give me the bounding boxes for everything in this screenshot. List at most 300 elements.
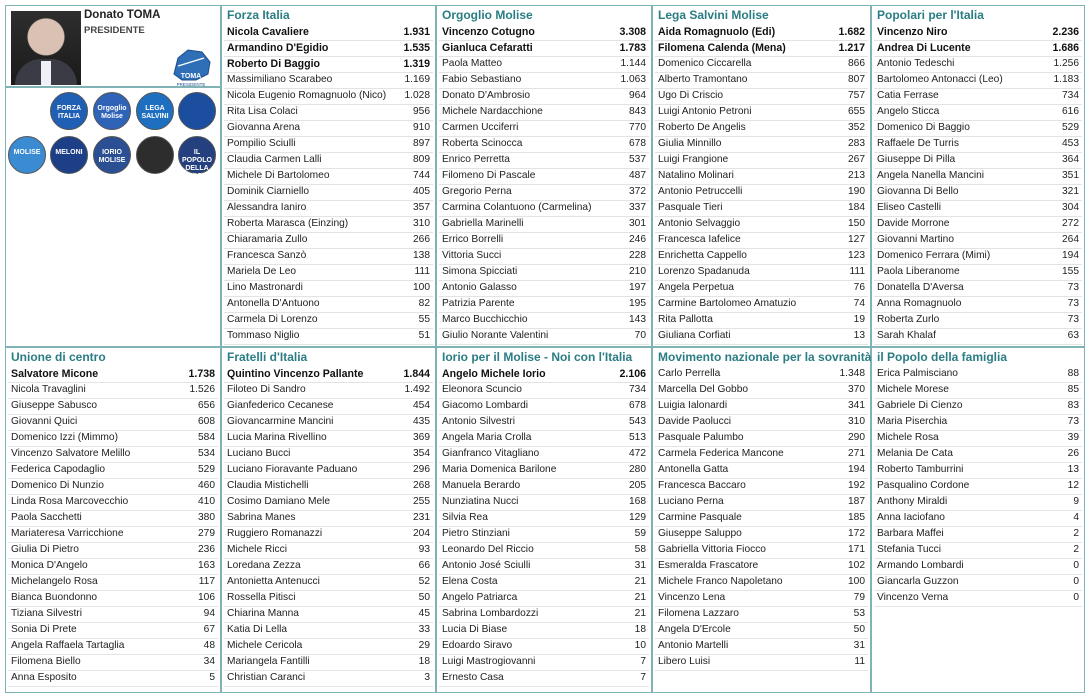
candidate-name: Bartolomeo Antonacci (Leo) (877, 74, 1003, 85)
candidate-row (874, 169, 1082, 185)
candidate-name: Filomena Biello (11, 656, 81, 667)
elected-candidate-row (655, 25, 868, 41)
candidate-votes: 266 (413, 234, 430, 245)
candidate-votes: 1.319 (403, 58, 430, 70)
candidate-name: Michele Ricci (227, 544, 288, 555)
candidate-name: Gabriele Di Cienzo (877, 400, 963, 411)
candidate-row (874, 57, 1082, 73)
candidate-name: Silvia Rea (442, 512, 488, 523)
candidate-name: Carlo Perrella (658, 368, 721, 379)
candidate-row (874, 121, 1082, 137)
candidate-votes: 111 (849, 266, 865, 277)
candidate-name: Libero Luisi (658, 656, 711, 667)
candidate-name: Antonio Petruccelli (658, 186, 743, 197)
candidate-name: Luciano Fioravante Paduano (227, 464, 358, 475)
candidate-name: Domenico Ciccarella (658, 58, 752, 69)
candidate-name: Mariela De Leo (227, 266, 297, 277)
candidate-votes: 866 (848, 58, 865, 69)
candidate-votes: 50 (853, 624, 865, 635)
candidate-row (439, 313, 649, 329)
candidate-votes: 272 (1062, 218, 1079, 229)
candidate-votes: 964 (629, 90, 646, 101)
candidate-name: Michele Franco Napoletano (658, 576, 783, 587)
fratelli-italia-logo: MELONI (50, 136, 88, 174)
party-name: il Popolo della famiglia (877, 350, 1008, 364)
candidate-votes: 85 (1067, 384, 1079, 395)
toma-logo-subtext: PRESIDENTE (176, 82, 206, 87)
candidate-votes: 2.236 (1052, 26, 1079, 38)
candidate-votes: 70 (634, 330, 646, 341)
candidate-name: Roberto De Angelis (658, 122, 746, 133)
candidate-row (874, 201, 1082, 217)
candidate-row (8, 543, 218, 559)
candidate-name: Lino Mastronardi (227, 282, 303, 293)
candidate-name: Manuela Berardo (442, 480, 521, 491)
candidate-row (439, 169, 649, 185)
candidate-votes: 213 (848, 170, 865, 181)
candidate-votes: 138 (413, 250, 430, 261)
candidate-name: Paola Sacchetti (11, 512, 82, 523)
candidate-row (655, 383, 868, 399)
candidate-name: Tiziana Silvestri (11, 608, 82, 619)
candidate-votes: 310 (848, 416, 865, 427)
candidate-row (224, 399, 433, 415)
candidate-row (224, 495, 433, 511)
candidate-row (439, 201, 649, 217)
candidate-name: Anna Romagnuolo (877, 298, 962, 309)
candidate-row (874, 479, 1082, 495)
candidate-name: Carmine Pasquale (658, 512, 742, 523)
candidate-row (224, 169, 433, 185)
candidate-votes: 656 (198, 400, 215, 411)
candidate-votes: 487 (629, 170, 646, 181)
candidate-row (655, 479, 868, 495)
candidate-votes: 190 (848, 186, 865, 197)
candidate-votes: 7 (640, 656, 646, 667)
candidate-row (874, 73, 1082, 89)
candidate-name: Giovanni Martino (877, 234, 955, 245)
candidate-row (439, 623, 649, 639)
candidate-name: Gabriella Marinelli (442, 218, 524, 229)
candidate-name: Luigi Frangione (658, 154, 729, 165)
candidate-votes: 310 (413, 218, 430, 229)
candidate-name: Ernesto Casa (442, 672, 504, 683)
candidate-row (224, 217, 433, 233)
candidate-row (8, 591, 218, 607)
candidate-row (655, 639, 868, 655)
candidate-name: Claudia Mistichelli (227, 480, 309, 491)
candidate-name: Monica D'Angelo (11, 560, 88, 571)
candidate-name: Domenico Di Baggio (877, 122, 970, 133)
candidate-panel (5, 5, 221, 87)
candidate-row (655, 137, 868, 153)
candidate-name: Antonio Martelli (658, 640, 729, 651)
candidate-votes: 280 (629, 464, 646, 475)
candidate-name: Carmen Ucciferri (442, 122, 519, 133)
candidate-row (874, 313, 1082, 329)
candidate-name: Vincenzo Salvatore Melillo (11, 448, 131, 459)
candidate-name: Domenico Ferrara (Mimi) (877, 250, 991, 261)
candidate-votes: 194 (848, 464, 865, 475)
candidate-name: Pietro Stinziani (442, 528, 510, 539)
candidate-votes: 13 (1067, 464, 1079, 475)
candidate-row (439, 415, 649, 431)
candidate-votes: 9 (1073, 496, 1079, 507)
candidate-votes: 370 (848, 384, 865, 395)
candidate-votes: 357 (413, 202, 430, 213)
candidate-name: Anna Esposito (11, 672, 77, 683)
candidate-votes: 171 (848, 544, 865, 555)
candidate-votes: 117 (198, 576, 215, 587)
candidate-row (224, 313, 433, 329)
party-name: Unione di centro (11, 350, 106, 364)
candidate-votes: 3 (424, 672, 430, 683)
candidate-votes: 279 (198, 528, 215, 539)
candidate-row (224, 281, 433, 297)
candidate-row (655, 297, 868, 313)
candidate-name: Vincenzo Verna (877, 592, 949, 603)
candidate-votes: 1.686 (1052, 42, 1079, 54)
candidate-row (224, 655, 433, 671)
candidate-row (8, 399, 218, 415)
candidate-votes: 321 (1062, 186, 1079, 197)
candidate-votes: 76 (853, 282, 865, 293)
candidate-votes: 472 (629, 448, 646, 459)
candidate-name: Tommaso Niglio (227, 330, 300, 341)
candidate-votes: 185 (848, 512, 865, 523)
candidate-name: Francesca Sanzò (227, 250, 307, 261)
candidate-row (439, 185, 649, 201)
candidate-votes: 337 (629, 202, 646, 213)
candidate-name: Lucia Marina Rivellino (227, 432, 327, 443)
candidate-name: Domenico Di Nunzio (11, 480, 104, 491)
candidate-name: Chiaramaria Zullo (227, 234, 308, 245)
candidate-row (655, 415, 868, 431)
candidate-name: Sarah Khalaf (877, 330, 936, 341)
candidate-name: Eleonora Scuncio (442, 384, 522, 395)
candidate-votes: 255 (413, 496, 430, 507)
candidate-votes: 435 (413, 416, 430, 427)
candidate-votes: 956 (413, 106, 430, 117)
candidate-votes: 271 (848, 448, 865, 459)
party-column-8 (652, 347, 871, 693)
candidate-row (8, 383, 218, 399)
candidate-row (224, 329, 433, 345)
candidate-name: Carmina Colantuono (Carmelina) (442, 202, 592, 213)
candidate-row (655, 73, 868, 89)
candidate-name: Errico Borrelli (442, 234, 504, 245)
candidate-votes: 460 (198, 480, 215, 491)
candidate-votes: 453 (1062, 138, 1079, 149)
candidate-votes: 21 (634, 592, 646, 603)
candidate-name: Gregorio Perna (442, 186, 512, 197)
candidate-name: Melania De Cata (877, 448, 953, 459)
candidate-name: Roberta Scinocca (442, 138, 523, 149)
candidate-row (874, 495, 1082, 511)
candidate-row (655, 607, 868, 623)
candidate-row (224, 623, 433, 639)
party-column-6 (221, 347, 436, 693)
candidate-name: Antonio Silvestri (442, 416, 516, 427)
candidate-votes: 616 (1062, 106, 1079, 117)
candidate-name: Lucia Di Biase (442, 624, 508, 635)
candidate-row (224, 383, 433, 399)
candidate-row (655, 367, 868, 383)
candidate-votes: 734 (629, 384, 646, 395)
candidate-votes: 228 (629, 250, 646, 261)
candidate-votes: 2 (1073, 544, 1079, 555)
candidate-row (439, 527, 649, 543)
candidate-name: Gabriella Vittoria Fiocco (658, 544, 766, 555)
candidate-name: Roberto Di Baggio (227, 58, 320, 70)
party-column-2 (436, 5, 652, 347)
candidate-votes: 351 (1062, 170, 1079, 181)
candidate-name: Antonio Selvaggio (658, 218, 741, 229)
candidate-name: Nicola Travaglini (11, 384, 86, 395)
candidate-row (439, 591, 649, 607)
candidate-row (224, 89, 433, 105)
candidate-votes: 529 (1062, 122, 1079, 133)
candidate-votes: 283 (848, 138, 865, 149)
candidate-row (439, 249, 649, 265)
candidate-name: Angela Nanella Mancini (877, 170, 985, 181)
candidate-row (8, 463, 218, 479)
candidate-name: Roberta Marasca (Einzing) (227, 218, 349, 229)
party-column-7 (436, 347, 652, 693)
candidate-row (655, 559, 868, 575)
candidate-name: Angelo Patriarca (442, 592, 518, 603)
candidate-votes: 73 (1067, 314, 1079, 325)
candidate-votes: 13 (853, 330, 865, 341)
candidate-name: Giulio Norante Valentini (442, 330, 549, 341)
candidate-votes: 82 (418, 298, 430, 309)
candidate-name: Paola Matteo (442, 58, 503, 69)
candidate-name: Roberta Zurlo (877, 314, 940, 325)
candidate-votes: 364 (1062, 154, 1079, 165)
candidate-votes: 301 (629, 218, 646, 229)
candidate-row (8, 623, 218, 639)
iorio-molise-logo: IORIO MOLISE (93, 136, 131, 174)
candidate-votes: 29 (418, 640, 430, 651)
candidate-name: Domenico Izzi (Mimmo) (11, 432, 118, 443)
party-column-9 (871, 347, 1085, 693)
candidate-name: Filomena Lazzaro (658, 608, 739, 619)
candidate-name: Luciano Perna (658, 496, 724, 507)
candidate-name: Bianca Buondonno (11, 592, 98, 603)
candidate-votes: 0 (1073, 592, 1079, 603)
candidate-votes: 184 (848, 202, 865, 213)
party-name: Lega Salvini Molise (658, 8, 769, 22)
candidate-votes: 296 (413, 464, 430, 475)
candidate-name: Dominik Ciarniello (227, 186, 310, 197)
candidate-votes: 744 (413, 170, 430, 181)
candidate-votes: 53 (853, 608, 865, 619)
candidate-row (439, 73, 649, 89)
candidate-row (224, 639, 433, 655)
candidate-name: Alberto Tramontano (658, 74, 748, 85)
candidate-row (874, 137, 1082, 153)
candidate-name: Christian Caranci (227, 672, 306, 683)
candidate-votes: 290 (848, 432, 865, 443)
candidate-name: Angela Maria Crolla (442, 432, 532, 443)
candidate-row (224, 249, 433, 265)
candidate-row (439, 511, 649, 527)
candidate-votes: 537 (629, 154, 646, 165)
candidate-row (439, 383, 649, 399)
candidate-votes: 163 (198, 560, 215, 571)
candidate-votes: 529 (198, 464, 215, 475)
candidate-row (8, 671, 218, 687)
candidate-votes: 18 (418, 656, 430, 667)
candidate-row (224, 105, 433, 121)
candidate-name: Sonia Di Prete (11, 624, 77, 635)
candidate-votes: 74 (853, 298, 865, 309)
candidate-name: Donatella D'Aversa (877, 282, 964, 293)
mns-logo (136, 136, 174, 174)
candidate-row (655, 201, 868, 217)
candidate-row (439, 57, 649, 73)
candidate-votes: 2.106 (619, 368, 646, 380)
candidate-votes: 10 (634, 640, 646, 651)
candidate-row (439, 137, 649, 153)
candidate-name: Angelo Sticca (877, 106, 940, 117)
candidate-row (439, 281, 649, 297)
candidate-votes: 52 (418, 576, 430, 587)
candidate-row (224, 671, 433, 687)
candidate-name: Elena Costa (442, 576, 498, 587)
candidate-row (874, 527, 1082, 543)
candidate-row (655, 121, 868, 137)
candidate-votes: 34 (203, 656, 215, 667)
candidate-row (8, 415, 218, 431)
candidate-row (655, 591, 868, 607)
candidate-row (439, 575, 649, 591)
candidate-name: Rossella Pitisci (227, 592, 296, 603)
candidate-votes: 910 (413, 122, 430, 133)
candidate-name: Sabrina Lombardozzi (442, 608, 539, 619)
candidate-row (874, 249, 1082, 265)
candidate-name: Vincenzo Cotugno (442, 26, 535, 38)
candidate-row (224, 527, 433, 543)
candidate-votes: 48 (203, 640, 215, 651)
candidate-row (655, 265, 868, 281)
candidate-votes: 2 (1073, 528, 1079, 539)
candidate-row (655, 543, 868, 559)
candidate-name: Pasquale Palumbo (658, 432, 744, 443)
candidate-row (224, 607, 433, 623)
candidate-row (224, 201, 433, 217)
candidate-name: Andrea Di Lucente (877, 42, 971, 54)
candidate-row (655, 329, 868, 345)
candidate-row (224, 575, 433, 591)
candidate-votes: 1.217 (838, 42, 865, 54)
candidate-row (8, 639, 218, 655)
party-column-5 (5, 347, 221, 693)
candidate-votes: 380 (198, 512, 215, 523)
candidate-votes: 1.682 (838, 26, 865, 38)
candidate-row (655, 399, 868, 415)
candidate-name: Aida Romagnuolo (Edi) (658, 26, 776, 38)
candidate-name: Giulia Di Pietro (11, 544, 79, 555)
candidate-votes: 372 (629, 186, 646, 197)
toma-logo-text: TOMA (180, 73, 202, 80)
candidate-votes: 18 (634, 624, 646, 635)
candidate-name: Angela Perpetua (658, 282, 734, 293)
candidate-name: Katia Di Lella (227, 624, 288, 635)
candidate-row (874, 281, 1082, 297)
candidate-votes: 352 (848, 122, 865, 133)
elected-candidate-row (655, 41, 868, 57)
candidate-name: Francesca Baccaro (658, 480, 746, 491)
candidate-name: Carmela Di Lorenzo (227, 314, 318, 325)
candidate-row (439, 399, 649, 415)
candidate-name: Gianfranco Vitagliano (442, 448, 540, 459)
candidate-name: Carmela Federica Mancone (658, 448, 784, 459)
candidate-votes: 341 (848, 400, 865, 411)
candidate-votes: 1.063 (620, 74, 646, 85)
candidate-row (655, 655, 868, 671)
candidate-name: Eliseo Castelli (877, 202, 941, 213)
candidate-votes: 3.308 (619, 26, 646, 38)
candidate-name: Sabrina Manes (227, 512, 296, 523)
candidate-votes: 543 (629, 416, 646, 427)
candidate-row (655, 153, 868, 169)
candidate-votes: 410 (198, 496, 215, 507)
candidate-votes: 1.492 (404, 384, 430, 395)
candidate-name: Chiarina Manna (227, 608, 299, 619)
candidate-votes: 73 (1067, 298, 1079, 309)
party-name: Fratelli d'Italia (227, 350, 308, 364)
candidate-votes: 807 (848, 74, 865, 85)
candidate-votes: 155 (1062, 266, 1079, 277)
candidate-name: Rita Pallotta (658, 314, 713, 325)
candidate-row (874, 575, 1082, 591)
candidate-votes: 192 (848, 480, 865, 491)
candidate-name: Giulia Minnillo (658, 138, 722, 149)
candidate-votes: 655 (848, 106, 865, 117)
candidate-votes: 111 (414, 266, 430, 277)
candidate-name: Ugo Di Criscio (658, 90, 724, 101)
candidate-name: Gianfederico Cecanese (227, 400, 334, 411)
candidate-name: Cosimo Damiano Mele (227, 496, 331, 507)
candidate-votes: 21 (634, 576, 646, 587)
forza-italia-logo: FORZA ITALIA (50, 92, 88, 130)
results-board (5, 5, 1085, 693)
elected-candidate-row (439, 367, 649, 383)
candidate-name: Maria Domenica Barilone (442, 464, 557, 475)
candidate-name: Mariateresa Varricchione (11, 528, 124, 539)
candidate-votes: 246 (629, 234, 646, 245)
toma-coalition-logo (168, 44, 214, 88)
candidate-row (439, 671, 649, 687)
candidate-name: Marcella Del Gobbo (658, 384, 749, 395)
candidate-name: Stefania Tucci (877, 544, 941, 555)
candidate-row (874, 105, 1082, 121)
candidate-row (874, 367, 1082, 383)
candidate-row (874, 559, 1082, 575)
candidate-votes: 757 (848, 90, 865, 101)
party-name: Popolari per l'Italia (877, 8, 984, 22)
candidate-votes: 513 (629, 432, 646, 443)
candidate-votes: 63 (1067, 330, 1079, 341)
elected-candidate-row (874, 25, 1082, 41)
candidate-votes: 608 (198, 416, 215, 427)
candidate-row (439, 447, 649, 463)
candidate-name: Gianluca Cefaratti (442, 42, 533, 54)
candidate-votes: 194 (1062, 250, 1079, 261)
candidate-row (655, 169, 868, 185)
candidate-name: Simona Spicciati (442, 266, 518, 277)
